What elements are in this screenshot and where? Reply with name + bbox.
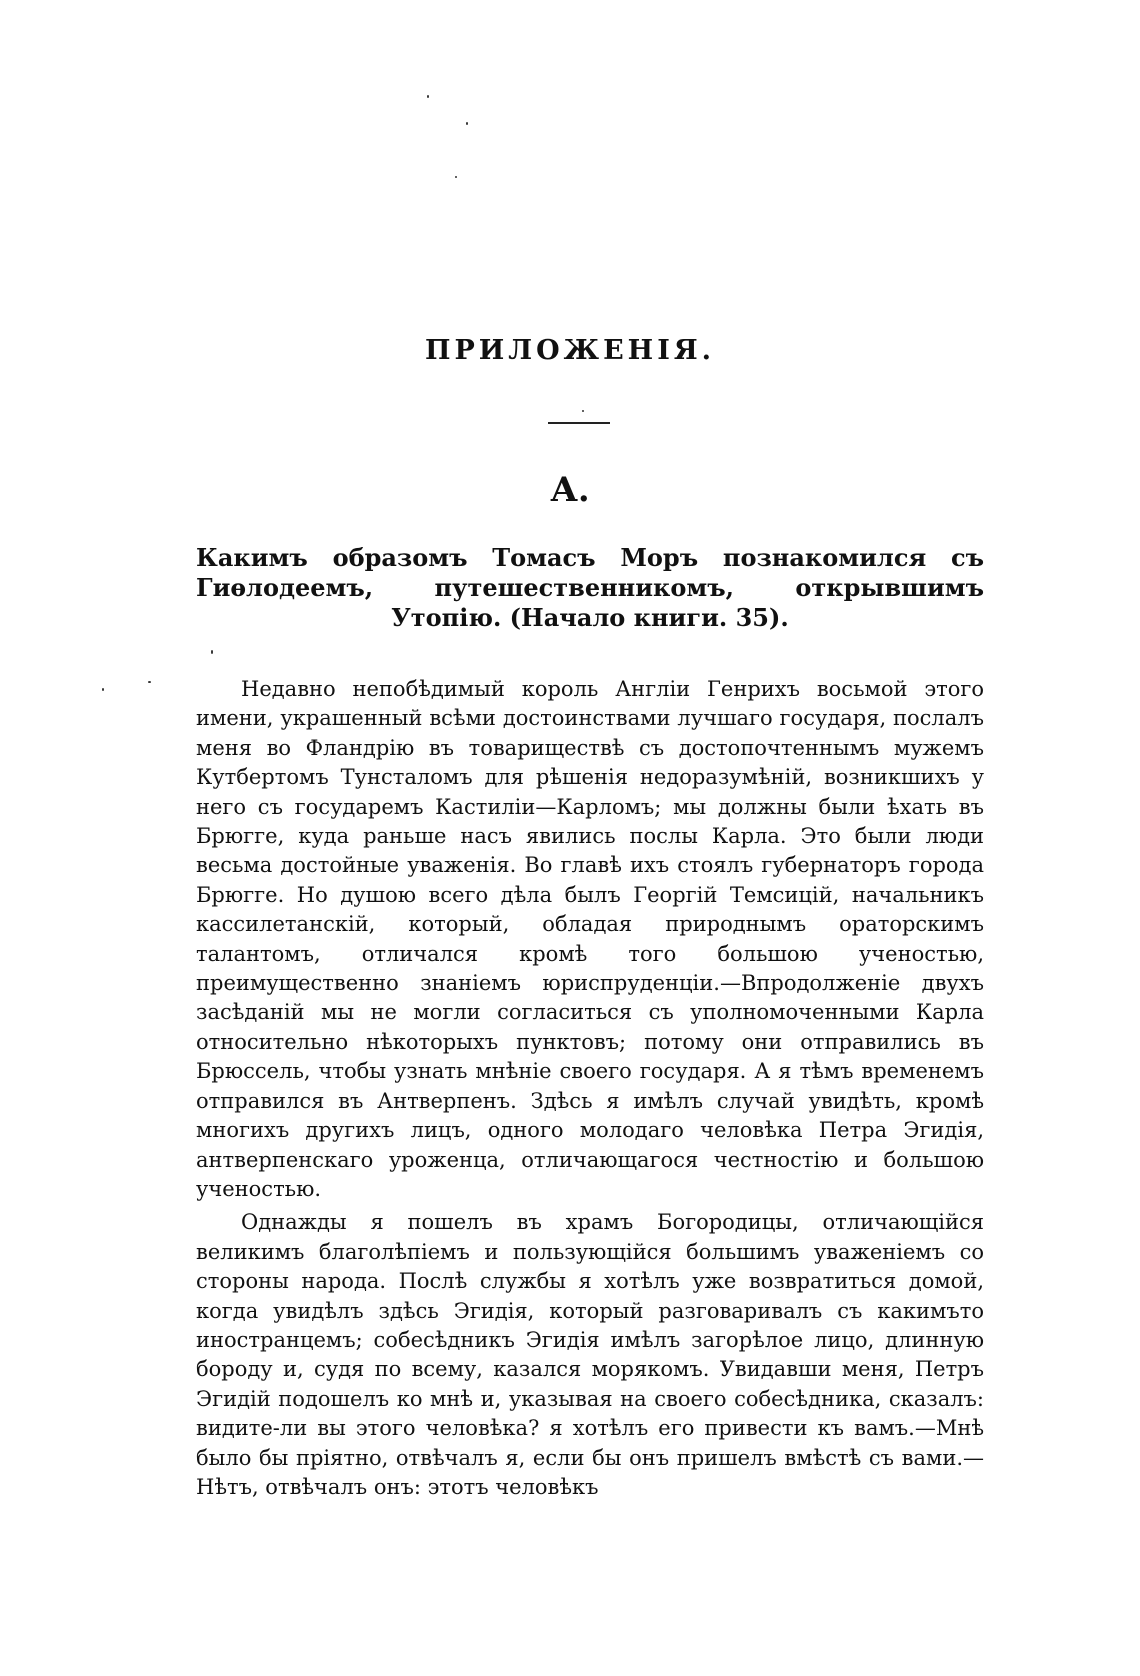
- section-heading: [196, 543, 984, 633]
- scan-speck: [582, 410, 584, 412]
- body-text: [196, 675, 984, 1502]
- scan-speck: [211, 650, 213, 654]
- title-divider: [548, 422, 610, 424]
- scan-speck: [102, 688, 104, 691]
- paragraph-1: Недавно непобѣдимый король Англіи Генрихъ восьмой этого имени, украшенный всѣми достоинствами лучшаго государя, послалъ меня во Фландрію въ товариществѣ съ достопочтеннымъ мужемъ Кутбертомъ Тунсталомъ для рѣшенія недоразумѣній, возникшихъ у него съ государемъ Кастиліи—Карломъ; мы должны были ѣхать въ Брюгге, куда раньше насъ явились послы Карла. Это были люди весьма достойные уваженія. Во главѣ ихъ стоялъ губернаторъ города Брюгге. Но душою всего дѣла былъ Георгій Темсицій, начальникъ кассилетанскій, который, обладая природнымъ ораторскимъ талантомъ, отличался кромѣ того большою ученостью, преимущественно знаніемъ юриспруденціи.—Впродолженіе двухъ засѣданій мы не могли согласиться съ уполномоченными Карла относительно нѣкоторыхъ пунктовъ; потому они отправились въ Брюссель, чтобы узнать мнѣніе своего государя. А я тѣмъ временемъ отправился въ Антверпенъ. Здѣсь я имѣлъ случай увидѣть, кромѣ многихъ другихъ лицъ, одного молодаго человѣка Петра Эгидія, антверпенскаго уроженца, отличающагося честностію и большою ученостью.: [196, 677, 984, 1201]
- scan-speck: [148, 681, 151, 683]
- section-heading-bold: Какимъ образомъ Томасъ Моръ познакомился съ Гиѳлодеемъ, путешественникомъ, открывшимъ Утопію.: [196, 543, 984, 632]
- section-heading-note: (Начало книги. 35).: [509, 603, 789, 632]
- scan-speck: [466, 122, 468, 125]
- scan-speck: [427, 95, 429, 98]
- appendix-title: ПРИЛОЖЕНІЯ.: [424, 335, 716, 366]
- paragraph-2: Однажды я пошелъ въ храмъ Богородицы, отличающійся великимъ благолѣпіемъ и пользующійся большимъ уваженіемъ со стороны народа. Послѣ службы я хотѣлъ уже возвратиться домой, когда увидѣлъ здѣсь Эгидія, который разговаривалъ съ какимъто иностранцемъ; собесѣдникъ Эгидія имѣлъ загорѣлое лицо, длинную бороду и, судя по всему, казался морякомъ. Увидавши меня, Петръ Эгидій подошелъ ко мнѣ и, указывая на своего собесѣдника, сказалъ: видите-ли вы этого человѣка? я хотѣлъ его привести къ вамъ.—Мнѣ было бы пріятно, отвѣчалъ я, если бы онъ пришелъ вмѣстѣ съ вами.—Нѣтъ, отвѣчалъ онъ: этотъ человѣкъ: [196, 1210, 984, 1499]
- scan-speck: [455, 176, 457, 178]
- appendix-letter: А.: [550, 470, 590, 510]
